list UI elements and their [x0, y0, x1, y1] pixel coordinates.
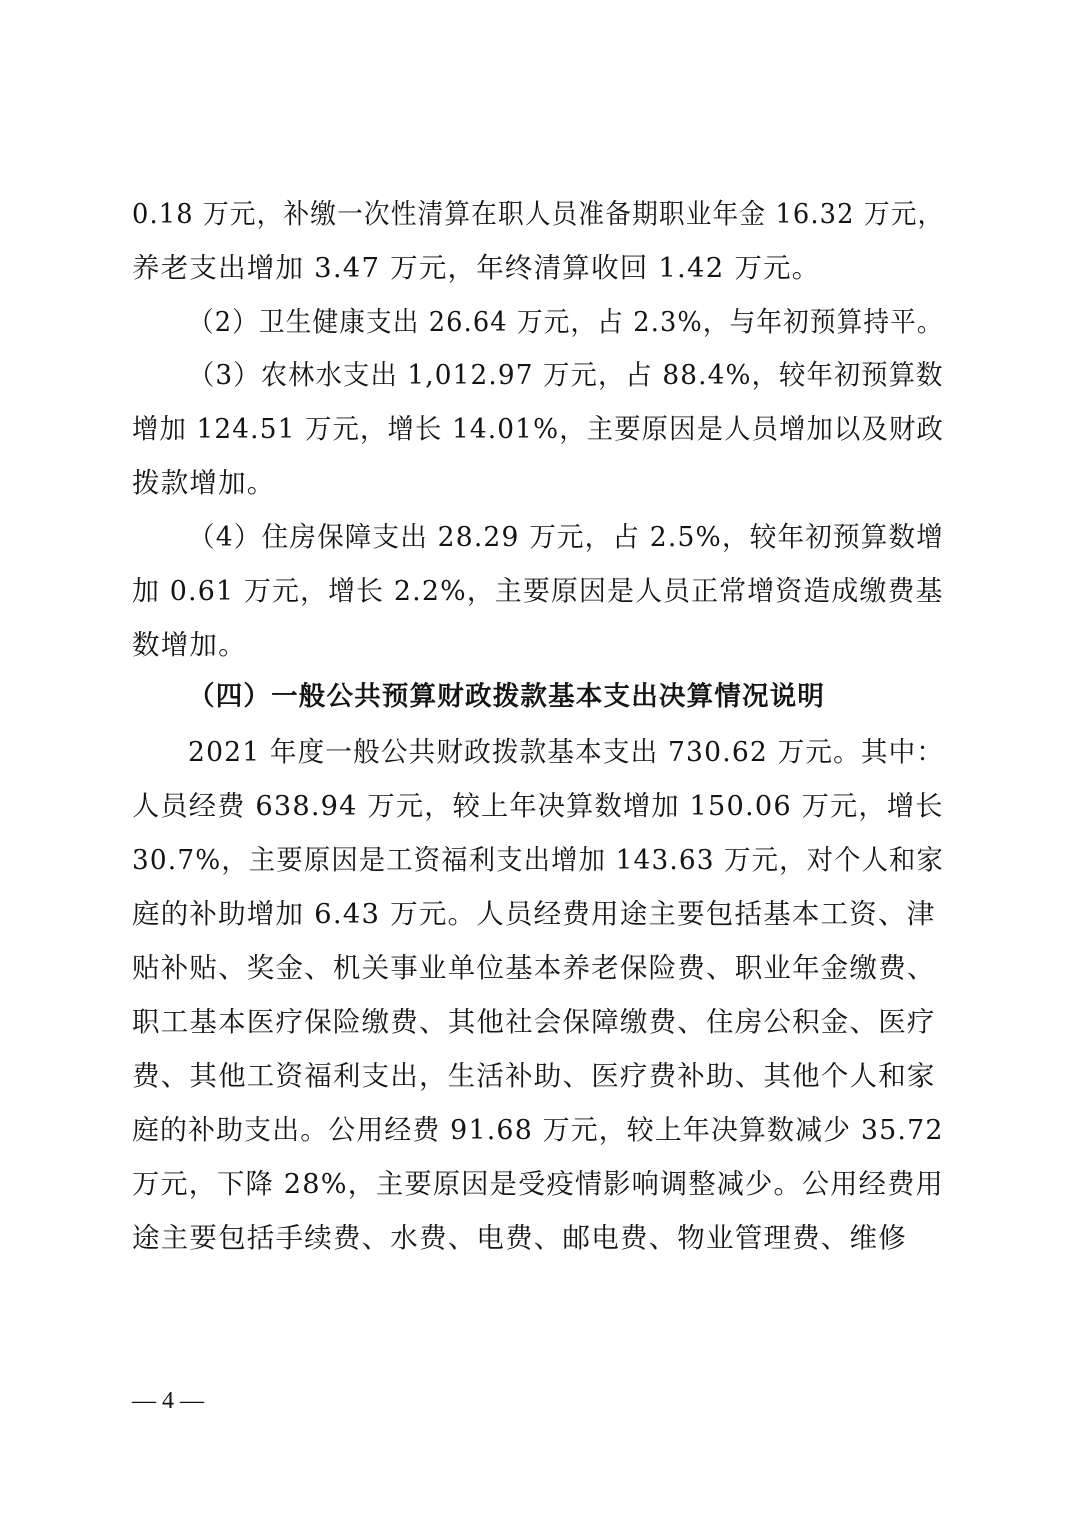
body-text-line: 养老支出增加 3.47 万元，年终清算收回 1.42 万元。: [132, 252, 821, 284]
body-text-line: 万元，下降 28%，主要原因是受疫情影响调整减少。公用经费用: [132, 1168, 944, 1200]
page-number: — 4 —: [132, 1388, 204, 1414]
body-text-line: 增加 124.51 万元，增长 14.01%，主要原因是人员增加以及财政: [132, 413, 944, 445]
body-text-line: 0.18 万元，补缴一次性清算在职人员准备期职业年金 16.32 万元，: [132, 198, 945, 230]
body-text-line: （4）住房保障支出 28.29 万元，占 2.5%，较年初预算数增: [188, 521, 944, 553]
body-text-line: 贴补贴、奖金、机关事业单位基本养老保险费、职业年金缴费、: [132, 952, 936, 984]
section-heading: （四）一般公共预算财政拨款基本支出决算情况说明: [188, 681, 826, 712]
body-text-line: 途主要包括手续费、水费、电费、邮电费、物业管理费、维修: [132, 1222, 907, 1254]
body-text-line: 拨款增加。: [132, 467, 276, 499]
body-text-line: 30.7%，主要原因是工资福利支出增加 143.63 万元，对个人和家: [132, 844, 945, 876]
body-text-line: （3）农林水支出 1,012.97 万元，占 88.4%，较年初预算数: [188, 359, 944, 391]
body-text-line: （2）卫生健康支出 26.64 万元，占 2.3%，与年初预算持平。: [188, 306, 944, 338]
body-text-line: 庭的补助支出。公用经费 91.68 万元，较上年决算数减少 35.72: [132, 1114, 944, 1146]
body-text-line: 2021 年度一般公共财政拨款基本支出 730.62 万元。其中：: [188, 736, 945, 768]
body-text-line: 庭的补助增加 6.43 万元。人员经费用途主要包括基本工资、津: [132, 898, 936, 930]
body-text-line: 数增加。: [132, 629, 247, 661]
body-text-line: 加 0.61 万元，增长 2.2%，主要原因是人员正常增资造成缴费基: [132, 575, 944, 607]
body-text-line: 费、其他工资福利支出，生活补助、医疗费补助、其他个人和家: [132, 1060, 936, 1092]
body-text-line: 职工基本医疗保险缴费、其他社会保障缴费、住房公积金、医疗: [132, 1006, 936, 1038]
body-text-line: 人员经费 638.94 万元，较上年决算数增加 150.06 万元，增长: [132, 790, 944, 822]
